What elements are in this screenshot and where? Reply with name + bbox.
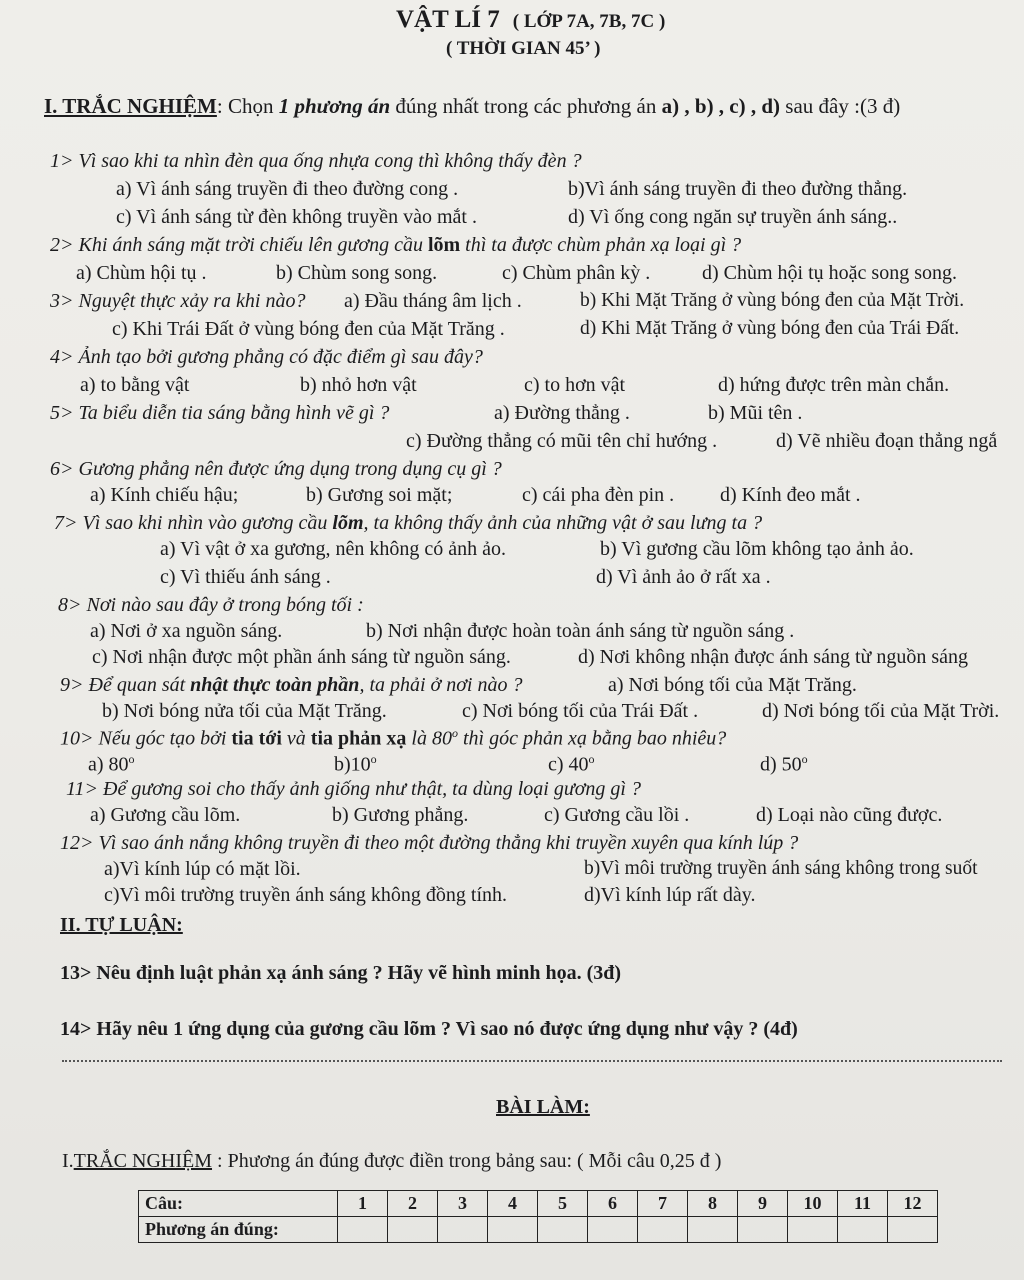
q6-option-b: b) Gương soi mặt; (306, 484, 453, 506)
question-number-cell: 9 (738, 1191, 788, 1217)
question-number-cell: 11 (838, 1191, 888, 1217)
q12-option-b: b)Vì môi trường truyền ánh sáng không trong suốt (584, 858, 978, 879)
q11-option-d: d) Loại nào cũng được. (756, 804, 943, 826)
q2-option-d: d) Chùm hội tụ hoặc song song. (702, 262, 957, 284)
q12-option-c: c)Vì môi trường truyền ánh sáng không đồng tính. (104, 884, 508, 906)
dotted-separator (62, 1060, 1002, 1062)
exam-duration: ( THỜI GIAN 45’ ) (446, 38, 601, 59)
question-5: 5> Ta biểu diễn tia sáng bằng hình vẽ gì ? (50, 402, 390, 424)
answer-cell[interactable] (638, 1217, 688, 1243)
answer-cell[interactable] (888, 1217, 938, 1243)
question-number-cell: 2 (388, 1191, 438, 1217)
q8-option-a: a) Nơi ở xa nguồn sáng. (90, 620, 283, 642)
q12-option-d: d)Vì kính lúp rất dày. (584, 884, 756, 906)
q4-option-c: c) to hơn vật (524, 374, 626, 396)
q3-option-d: d) Khi Mặt Trăng ở vùng bóng đen của Trái Đất. (580, 318, 960, 339)
answer-cell[interactable] (538, 1217, 588, 1243)
q7-option-a: a) Vì vật ở xa gương, nên không có ảnh ảo. (160, 538, 506, 560)
q2-option-c: c) Chùm phân kỳ . (502, 262, 651, 284)
exam-header (396, 6, 665, 34)
question-10: 10> Nếu góc tạo bởi tia tới và tia phản xạ là 80$^o$ thì góc phản xạ bằng bao nhiêu? (60, 726, 727, 750)
answer-table (138, 1190, 938, 1243)
question-number-cell: 7 (638, 1191, 688, 1217)
question-12: 12> Vì sao ánh nắng không truyền đi theo một đường thẳng khi truyền xuyên qua kính lúp ? (60, 832, 799, 854)
q3-option-a: a) Đầu tháng âm lịch . (344, 290, 522, 312)
q2-option-a: a) Chùm hội tụ . (76, 262, 207, 284)
question-6: 6> Gương phẳng nên được ứng dụng trong dụng cụ gì ? (50, 458, 502, 480)
q1-option-d: d) Vì ống cong ngăn sự truyền ánh sáng.. (568, 206, 898, 228)
question-13: 13> Nêu định luật phản xạ ánh sáng ? Hãy vẽ hình minh họa. (3đ) (60, 962, 622, 984)
q6-option-d: d) Kính đeo mắt . (720, 484, 861, 506)
q8-option-d: d) Nơi không nhận được ánh sáng từ nguồn sáng (578, 646, 968, 668)
answer-cell[interactable] (688, 1217, 738, 1243)
q9-option-d: d) Nơi bóng tối của Mặt Trời. (762, 700, 1000, 722)
answer-cell[interactable] (438, 1217, 488, 1243)
question-number-cell: 8 (688, 1191, 738, 1217)
answer-cell[interactable] (588, 1217, 638, 1243)
question-11: 11> Để gương soi cho thấy ảnh giống như thật, ta dùng loại gương gì ? (66, 778, 641, 800)
q4-option-b: b) nhỏ hơn vật (300, 374, 417, 396)
question-number-cell: 5 (538, 1191, 588, 1217)
q6-option-c: c) cái pha đèn pin . (522, 484, 675, 506)
answer-section-heading: TRẮC NGHIỆM (73, 1150, 213, 1172)
table-row (139, 1191, 938, 1217)
question-number-cell: 1 (338, 1191, 388, 1217)
q4-option-d: d) hứng được trên màn chắn. (718, 374, 950, 396)
row-label-question: Câu: (139, 1191, 338, 1217)
q8-option-c: c) Nơi nhận được một phần ánh sáng từ nguồn sáng. (92, 646, 511, 668)
q10-option-a: a) 80$^o$ (88, 752, 135, 776)
question-9: 9> Để quan sát nhật thực toàn phần, ta phải ở nơi nào ? (60, 674, 523, 696)
q9-option-b: b) Nơi bóng nửa tối của Mặt Trăng. (102, 700, 387, 722)
q1-option-b: b)Vì ánh sáng truyền đi theo đường thẳng. (568, 178, 908, 200)
q9-option-a: a) Nơi bóng tối của Mặt Trăng. (608, 674, 857, 696)
answer-cell[interactable] (838, 1217, 888, 1243)
q10-option-b: b)10$^o$ (334, 752, 377, 776)
q7-option-b: b) Vì gương cầu lõm không tạo ảnh ảo. (600, 538, 914, 560)
q8-option-b: b) Nơi nhận được hoàn toàn ánh sáng từ nguồn sáng . (366, 620, 795, 642)
class-list: ( LỚP 7A, 7B, 7C ) (512, 11, 666, 32)
q6-option-a: a) Kính chiếu hậu; (90, 484, 239, 506)
question-number-cell: 6 (588, 1191, 638, 1217)
q1-option-a: a) Vì ánh sáng truyền đi theo đường cong . (116, 178, 459, 200)
q10-option-c: c) 40$^o$ (548, 752, 595, 776)
part1-heading: I. TRẮC NGHIỆM (44, 94, 217, 118)
subject-title: VẬT LÍ 7 (396, 6, 500, 33)
q7-option-c: c) Vì thiếu ánh sáng . (160, 566, 331, 588)
answer-instruction: I.TRẮC NGHIỆM : Phương án đúng được điền trong bảng sau: ( Mỗi câu 0,25 đ ) (62, 1150, 722, 1172)
question-number-cell: 10 (788, 1191, 838, 1217)
part2-heading: II. TỰ LUẬN: (60, 914, 183, 936)
q7-option-d: d) Vì ảnh ảo ở rất xa . (596, 566, 771, 588)
q5-option-c: c) Đường thẳng có mũi tên chỉ hướng . (406, 430, 718, 452)
answer-cell[interactable] (338, 1217, 388, 1243)
question-14: 14> Hãy nêu 1 ứng dụng của gương cầu lõm ? Vì sao nó được ứng dụng như vậy ? (4đ) (60, 1018, 798, 1040)
answer-cell[interactable] (738, 1217, 788, 1243)
q3-option-b: b) Khi Mặt Trăng ở vùng bóng đen của Mặt Trời. (580, 290, 965, 311)
question-8: 8> Nơi nào sau đây ở trong bóng tối : (58, 594, 364, 616)
question-7: 7> Vì sao khi nhìn vào gương cầu lõm, ta không thấy ảnh của những vật ở sau lưng ta ? (54, 512, 763, 534)
q2-option-b: b) Chùm song song. (276, 262, 438, 284)
question-number-cell: 4 (488, 1191, 538, 1217)
q5-option-a: a) Đường thẳng . (494, 402, 630, 424)
question-number-cell: 12 (888, 1191, 938, 1217)
q5-option-d: d) Vẽ nhiều đoạn thẳng ngắ (776, 430, 998, 452)
q4-option-a: a) to bằng vật (80, 374, 190, 396)
q9-option-c: c) Nơi bóng tối của Trái Đất . (462, 700, 699, 722)
q3-option-c: c) Khi Trái Đất ở vùng bóng đen của Mặt Trăng . (112, 318, 505, 340)
answer-cell[interactable] (788, 1217, 838, 1243)
q5-option-b: b) Mũi tên . (708, 402, 803, 424)
question-2: 2> Khi ánh sáng mặt trời chiếu lên gương cầu lõm thì ta được chùm phản xạ loại gì ? (50, 234, 742, 256)
q10-option-d: d) 50$^o$ (760, 752, 808, 776)
row-label-answer: Phương án đúng: (139, 1217, 338, 1243)
q11-option-a: a) Gương cầu lõm. (90, 804, 241, 826)
answer-section-title: BÀI LÀM: (496, 1096, 590, 1118)
q12-option-a: a)Vì kính lúp có mặt lồi. (104, 858, 301, 880)
q11-option-b: b) Gương phẳng. (332, 804, 469, 826)
answer-cell[interactable] (488, 1217, 538, 1243)
question-4: 4> Ảnh tạo bởi gương phẳng có đặc điểm gì sau đây? (50, 346, 483, 368)
q1-option-c: c) Vì ánh sáng từ đèn không truyền vào mắt . (116, 206, 477, 228)
part1-instruction: I. TRẮC NGHIỆM: Chọn 1 phương án đúng nhất trong các phương án a) , b) , c) , d) sau đây :(3 đ) (44, 94, 901, 118)
question-number-cell: 3 (438, 1191, 488, 1217)
q11-option-c: c) Gương cầu lồi . (544, 804, 690, 826)
table-row (139, 1217, 938, 1243)
question-3: 3> Nguyệt thực xảy ra khi nào? (50, 290, 306, 312)
answer-cell[interactable] (388, 1217, 438, 1243)
question-1: 1> Vì sao khi ta nhìn đèn qua ống nhựa cong thì không thấy đèn ? (50, 150, 582, 172)
